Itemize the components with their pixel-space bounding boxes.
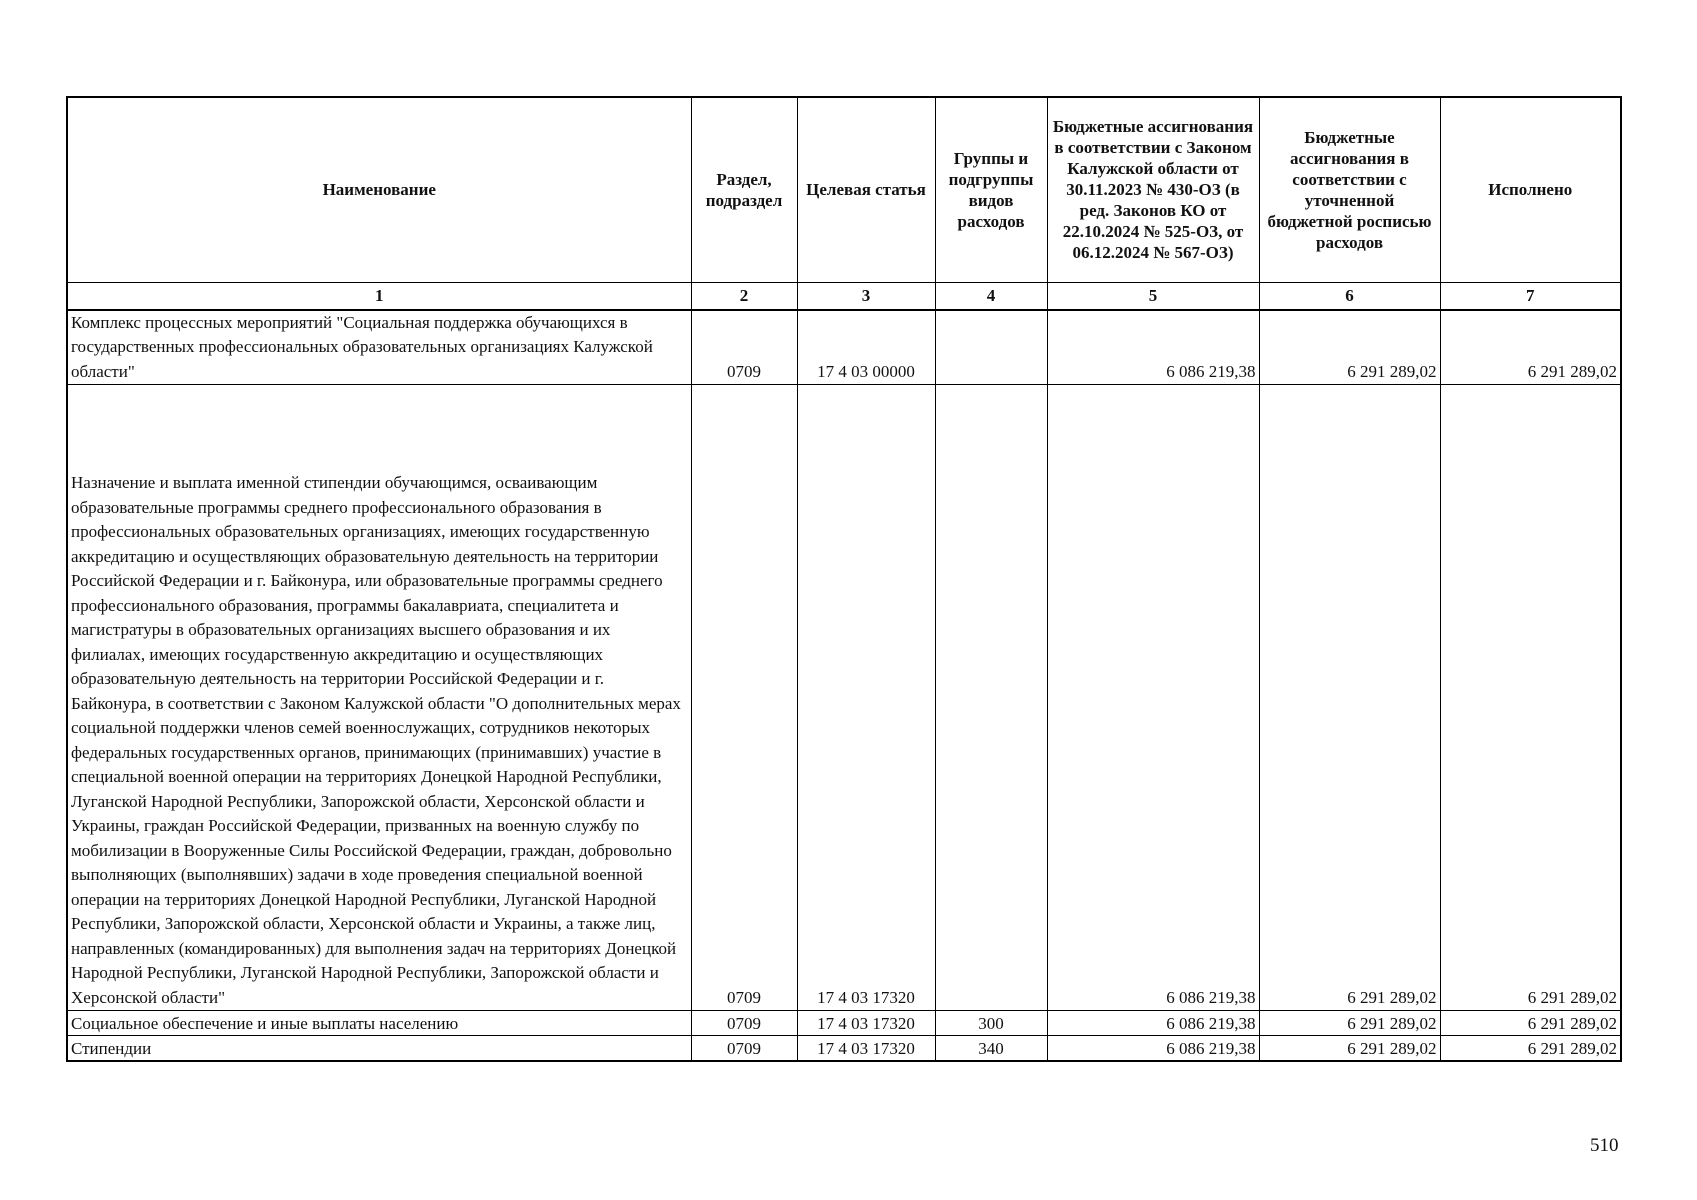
page-number: 510	[1590, 1135, 1619, 1156]
column-number: 3	[797, 282, 935, 310]
row-section: 0709	[691, 385, 797, 1011]
header-name: Наименование	[67, 97, 691, 282]
row-expense-group: 340	[935, 1036, 1047, 1062]
row-law-amount: 6 086 219,38	[1047, 310, 1259, 385]
row-section: 0709	[691, 1011, 797, 1036]
row-target-article: 17 4 03 17320	[797, 1011, 935, 1036]
row-target-article: 17 4 03 17320	[797, 1036, 935, 1062]
row-law-amount: 6 086 219,38	[1047, 1011, 1259, 1036]
column-number: 7	[1440, 282, 1621, 310]
row-executed: 6 291 289,02	[1440, 1011, 1621, 1036]
row-section: 0709	[691, 1036, 797, 1062]
header-refined-appropriations: Бюджетные ассигнования в соответствии с уточненной бюджетной росписью расходов	[1259, 97, 1440, 282]
column-number: 6	[1259, 282, 1440, 310]
column-number: 4	[935, 282, 1047, 310]
row-name: Комплекс процессных мероприятий "Социальная поддержка обучающихся в государственных профессиональных образовательных организациях Калужской области"	[67, 310, 691, 385]
budget-execution-table	[66, 96, 1622, 1062]
row-name: Стипендии	[67, 1036, 691, 1062]
row-executed: 6 291 289,02	[1440, 385, 1621, 1011]
column-number: 1	[67, 282, 691, 310]
row-executed: 6 291 289,02	[1440, 310, 1621, 385]
table-row	[67, 1011, 1621, 1036]
header-section: Раздел, подраздел	[691, 97, 797, 282]
row-expense-group: 300	[935, 1011, 1047, 1036]
column-number: 5	[1047, 282, 1259, 310]
row-law-amount: 6 086 219,38	[1047, 1036, 1259, 1062]
row-name: Социальное обеспечение и иные выплаты населению	[67, 1011, 691, 1036]
row-target-article: 17 4 03 00000	[797, 310, 935, 385]
row-law-amount: 6 086 219,38	[1047, 385, 1259, 1011]
row-target-article: 17 4 03 17320	[797, 385, 935, 1011]
column-number-row	[67, 282, 1621, 310]
header-target-article: Целевая статья	[797, 97, 935, 282]
row-refined-amount: 6 291 289,02	[1259, 310, 1440, 385]
table-row	[67, 385, 1621, 1011]
header-law-appropriations: Бюджетные ассигнования в соответствии с Законом Калужской области от 30.11.2023 № 430-ОЗ (в ред. Законов КО от 22.10.2024 № 525-ОЗ, от 06.12.2024 № 567-ОЗ)	[1047, 97, 1259, 282]
table-row	[67, 310, 1621, 385]
row-name: Назначение и выплата именной стипендии обучающимся, осваивающим образовательные программы среднего профессионального образования в профессиональных образовательных организациях, имеющих государственную аккредитацию и осуществляющих образовательную деятельность на территории Российской Федерации и г. Байконура, или образовательные программы среднего профессионального образования, программы бакалавриата, специалитета и магистратуры в образовательных организациях высшего образования и их филиалах, имеющих государственную аккредитацию и осуществляющих образовательную деятельность на территории Российской Федерации и г. Байконура, в соответствии с Законом Калужской области "О дополнительных мерах социальной поддержки членов семей военнослужащих, сотрудников некоторых федеральных государственных органов, принимающих (принимавших) участие в специальной военной операции на территориях Донецкой Народной Республики, Луганской Народной Республики, Запорожской области, Херсонской области и Украины, граждан Российской Федерации, призванных на военную службу по мобилизации в Вооруженные Силы Российской Федерации, граждан, добровольно выполняющих (выполнявших) задачи в ходе проведения специальной военной операции на территориях Донецкой Народной Республики, Луганской Народной Республики, Запорожской области, Херсонской области и Украины, а также лиц, направленных (командированных) для выполнения задач на территориях Донецкой Народной Республики, Луганской Народной Республики, Запорожской области и Херсонской области"	[67, 385, 691, 1011]
header-executed: Исполнено	[1440, 97, 1621, 282]
table-row	[67, 1036, 1621, 1062]
row-refined-amount: 6 291 289,02	[1259, 1011, 1440, 1036]
row-expense-group	[935, 385, 1047, 1011]
row-section: 0709	[691, 310, 797, 385]
row-refined-amount: 6 291 289,02	[1259, 385, 1440, 1011]
column-number: 2	[691, 282, 797, 310]
row-refined-amount: 6 291 289,02	[1259, 1036, 1440, 1062]
header-expense-group: Группы и подгруппы видов расходов	[935, 97, 1047, 282]
row-expense-group	[935, 310, 1047, 385]
row-executed: 6 291 289,02	[1440, 1036, 1621, 1062]
table-header-row	[67, 97, 1621, 282]
